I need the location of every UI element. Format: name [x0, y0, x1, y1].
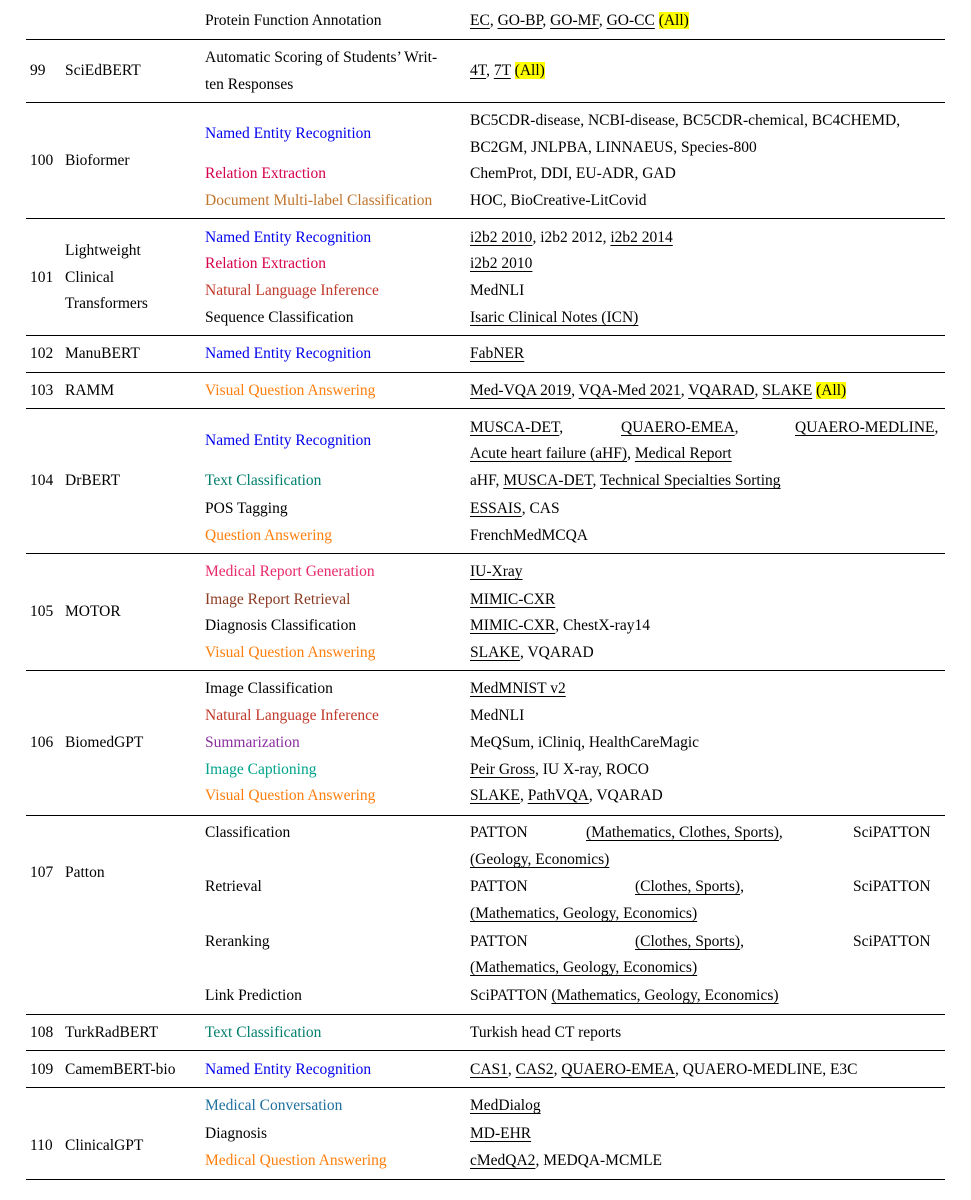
dataset-list — [470, 562, 523, 582]
dataset-list: Turkish head CT reports — [470, 1024, 622, 1041]
dataset-name: i2b2 2012 — [540, 229, 603, 246]
rule — [26, 1014, 945, 1015]
dataset-link[interactable]: EC — [470, 12, 490, 29]
dataset-list: (Clothes, Sports), — [635, 933, 744, 950]
task-label: Document Multi-label Classification — [205, 192, 433, 209]
dataset-list: aHF, MUSCA-DET, Technical Specialties Sorting — [470, 472, 781, 489]
model-name: BiomedGPT — [65, 734, 144, 751]
dataset-link[interactable]: GO-MF — [550, 12, 599, 29]
dataset-link[interactable]: SLAKE — [762, 382, 813, 399]
task-label: Image Classification — [205, 680, 333, 697]
dataset-list: Acute heart failure (aHF), Medical Report — [470, 445, 732, 462]
task-label: Named Entity Recognition — [205, 345, 372, 362]
all-badge: (All) — [658, 12, 689, 29]
task-label: Medical Report Generation — [205, 563, 375, 580]
task-label: Named Entity Recognition — [205, 432, 372, 449]
dataset-link[interactable]: Acute heart failure (aHF) — [470, 445, 628, 462]
dataset-link[interactable]: MedDialog — [470, 1097, 541, 1114]
dataset-link[interactable]: SLAKE — [470, 787, 520, 804]
dataset-link[interactable]: Medical Report — [634, 445, 732, 462]
dataset-name: PATTON — [470, 824, 528, 841]
model-name: MOTOR — [65, 603, 121, 620]
task-label: Named Entity Recognition — [205, 229, 372, 246]
dataset-list — [470, 904, 697, 924]
task-label: ten Responses — [205, 76, 294, 93]
row-number: 102 — [30, 345, 54, 362]
task-label: Relation Extraction — [205, 255, 326, 272]
dataset-list: BC5CDR-disease, NCBI-disease, BC5CDR-chemical, BC4CHEMD, — [470, 112, 901, 129]
dataset-list: MedNLI — [470, 282, 525, 299]
model-name: SciEdBERT — [65, 62, 141, 79]
dataset-name: PATTON — [470, 878, 528, 895]
rule — [26, 815, 945, 816]
dataset-list: FrenchMedMCQA — [470, 527, 588, 544]
dataset-link[interactable]: MUSCA-DET — [470, 419, 560, 436]
dataset-link[interactable]: MIMIC-CXR — [470, 617, 556, 634]
task-label: Visual Question Answering — [205, 787, 376, 804]
row-number: 103 — [30, 382, 54, 399]
dataset-link[interactable]: Isaric Clinical Notes (ICN) — [470, 309, 639, 326]
dataset-link[interactable]: (Clothes, Sports) — [635, 933, 741, 950]
dataset-name: SciPATTON — [853, 878, 931, 895]
task-label: Visual Question Answering — [205, 644, 376, 661]
dataset-link[interactable]: MUSCA-DET — [503, 472, 593, 489]
task-label: Natural Language Inference — [205, 282, 379, 299]
task-label: Summarization — [205, 734, 300, 751]
model-name: Patton — [65, 864, 105, 881]
dataset-name: aHF — [470, 472, 496, 489]
dataset-link[interactable]: cMedQA2 — [470, 1152, 536, 1169]
dataset-list: CAS1, CAS2, QUAERO-EMEA, QUAERO-MEDLINE, E3C — [470, 1061, 858, 1078]
dataset-list: MeQSum, iCliniq, HealthCareMagic — [470, 734, 700, 751]
dataset-list: QUAERO-EMEA, — [621, 419, 739, 436]
dataset-list: ESSAIS, CAS — [470, 500, 560, 517]
dataset-list: MUSCA-DET, — [470, 419, 564, 436]
dataset-name: PATTON — [470, 933, 528, 950]
dataset-name: SciPATTON — [853, 933, 931, 950]
dataset-link[interactable]: MedMNIST v2 — [470, 680, 566, 697]
dataset-list: BC2GM, JNLPBA, LINNAEUS, Species-800 — [470, 139, 757, 156]
rule — [26, 102, 945, 103]
rule — [26, 1179, 945, 1180]
dataset-link[interactable]: CAS2 — [515, 1061, 554, 1078]
task-label: Text Classification — [205, 472, 322, 489]
dataset-link[interactable]: QUAERO-EMEA — [561, 1061, 675, 1078]
dataset-link[interactable]: ESSAIS — [470, 500, 522, 517]
dataset-list — [470, 986, 779, 1006]
dataset-list: MIMIC-CXR, ChestX-ray14 — [470, 617, 650, 634]
task-label: Retrieval — [205, 878, 262, 895]
dataset-link[interactable]: FabNER — [470, 345, 525, 362]
rule — [26, 670, 945, 671]
dataset-name: QUAERO-MEDLINE, E3C — [682, 1061, 858, 1078]
dataset-link[interactable]: QUAERO-EMEA — [621, 419, 735, 436]
dataset-list — [470, 1124, 531, 1144]
task-label: Visual Question Answering — [205, 382, 376, 399]
task-label: Named Entity Recognition — [205, 1061, 372, 1078]
model-name: Bioformer — [65, 152, 130, 169]
dataset-link[interactable]: GO-CC — [606, 12, 655, 29]
dataset-list: 4T, 7T (All) — [470, 62, 545, 79]
model-name: ManuBERT — [65, 345, 140, 362]
task-label: Named Entity Recognition — [205, 125, 372, 142]
dataset-list — [470, 308, 638, 328]
row-number: 108 — [30, 1024, 54, 1041]
task-label: Text Classification — [205, 1024, 322, 1041]
dataset-list — [470, 590, 555, 610]
dataset-link[interactable]: (Mathematics, Geology, Economics) — [551, 987, 779, 1004]
rule — [26, 408, 945, 409]
dataset-list: EC, GO-BP, GO-MF, GO-CC (All) — [470, 12, 689, 29]
dataset-list: cMedQA2, MEDQA-MCMLE — [470, 1152, 663, 1169]
task-label: Protein Function Annotation — [205, 12, 382, 29]
dataset-list — [470, 958, 697, 978]
dataset-name: VQARAD — [527, 644, 594, 661]
dataset-link[interactable]: Med-VQA 2019 — [470, 382, 572, 399]
task-label: Diagnosis — [205, 1125, 267, 1142]
task-label: Image Report Retrieval — [205, 591, 351, 608]
dataset-list — [470, 254, 532, 274]
dataset-list — [470, 679, 566, 699]
rule — [26, 553, 945, 554]
dataset-link[interactable]: 4T — [470, 62, 487, 79]
dataset-list: i2b2 2010, i2b2 2012, i2b2 2014 — [470, 229, 673, 246]
dataset-list: Peir Gross, IU X-ray, ROCO — [470, 761, 649, 778]
task-label: Question Answering — [205, 527, 333, 544]
dataset-link[interactable]: CAS1 — [470, 1061, 508, 1078]
dataset-list: HOC, BioCreative-LitCovid — [470, 192, 647, 209]
task-label: Automatic Scoring of Students’ Writ- — [205, 49, 438, 66]
row-number: 107 — [30, 864, 54, 881]
task-label: Relation Extraction — [205, 165, 326, 182]
dataset-link[interactable]: IU-Xray — [470, 563, 523, 580]
task-label: Reranking — [205, 933, 270, 950]
model-name: Transformers — [65, 295, 148, 312]
dataset-link[interactable]: Technical Specialties Sorting — [599, 472, 781, 489]
row-number: 110 — [30, 1137, 53, 1154]
dataset-list: (Mathematics, Clothes, Sports), — [586, 824, 783, 841]
dataset-name: CAS — [529, 500, 560, 517]
task-label: Classification — [205, 824, 291, 841]
task-label: Medical Conversation — [205, 1097, 343, 1114]
row-number: 104 — [30, 472, 54, 489]
task-label: Image Captioning — [205, 761, 317, 778]
dataset-list: MedNLI — [470, 707, 525, 724]
dataset-link[interactable]: QUAERO-MEDLINE — [795, 419, 935, 436]
row-number: 99 — [30, 62, 46, 79]
dataset-list — [470, 1096, 541, 1116]
dataset-link[interactable]: GO-BP — [497, 12, 543, 29]
dataset-name: MEDQA-MCMLE — [543, 1152, 663, 1169]
dataset-link[interactable]: SLAKE — [470, 644, 520, 661]
dataset-link[interactable]: VQARAD — [688, 382, 755, 399]
dataset-name: SciPATTON — [470, 987, 548, 1004]
dataset-list: SLAKE, PathVQA, VQARAD — [470, 787, 663, 804]
dataset-list — [470, 344, 524, 364]
row-number: 100 — [30, 152, 54, 169]
all-badge: (All) — [514, 62, 545, 79]
rule — [26, 1050, 945, 1051]
dataset-list: Med-VQA 2019, VQA-Med 2021, VQARAD, SLAKE (All) — [470, 382, 847, 399]
dataset-link[interactable]: Peir Gross — [470, 761, 536, 778]
model-name: CamemBERT-bio — [65, 1061, 176, 1078]
dataset-list — [470, 850, 609, 870]
task-label: Medical Question Answering — [205, 1152, 387, 1169]
dataset-name: SciPATTON — [853, 824, 931, 841]
dataset-link[interactable]: VQA-Med 2021 — [578, 382, 681, 399]
model-name: Clinical — [65, 269, 115, 286]
dataset-link[interactable]: (Mathematics, Geology, Economics) — [470, 959, 698, 976]
dataset-link[interactable]: (Geology, Economics) — [470, 851, 610, 868]
model-name: ClinicalGPT — [65, 1137, 144, 1154]
task-label: Sequence Classification — [205, 309, 354, 326]
dataset-link[interactable]: (Mathematics, Clothes, Sports) — [586, 824, 779, 841]
dataset-link[interactable]: i2b2 2010 — [470, 229, 533, 246]
task-label: Link Prediction — [205, 987, 302, 1004]
row-number: 105 — [30, 603, 54, 620]
dataset-link[interactable]: i2b2 2010 — [470, 255, 533, 272]
dataset-name: ChestX-ray14 — [563, 617, 650, 634]
rule — [26, 39, 945, 40]
dataset-list: QUAERO-MEDLINE, — [795, 419, 939, 436]
row-number: 101 — [30, 269, 54, 286]
dataset-list: ChemProt, DDI, EU-ADR, GAD — [470, 165, 676, 182]
all-badge: (All) — [816, 382, 847, 399]
model-name: RAMM — [65, 382, 115, 399]
dataset-link[interactable]: (Mathematics, Geology, Economics) — [470, 905, 698, 922]
dataset-name: VQARAD — [596, 787, 663, 804]
dataset-link[interactable]: i2b2 2014 — [610, 229, 673, 246]
dataset-link[interactable]: MD-EHR — [470, 1125, 532, 1142]
model-name: Lightweight — [65, 242, 141, 259]
task-label: POS Tagging — [205, 500, 288, 517]
dataset-link[interactable]: MIMIC-CXR — [470, 591, 556, 608]
row-number: 106 — [30, 734, 54, 751]
dataset-link[interactable]: PathVQA — [527, 787, 589, 804]
dataset-name: IU X-ray, ROCO — [542, 761, 649, 778]
dataset-list: (Clothes, Sports), — [635, 878, 744, 895]
task-label: Diagnosis Classification — [205, 617, 357, 634]
rule — [26, 1087, 945, 1088]
rule — [26, 372, 945, 373]
task-label: Natural Language Inference — [205, 707, 379, 724]
model-name: TurkRadBERT — [65, 1024, 159, 1041]
model-name: DrBERT — [65, 472, 121, 489]
rule — [26, 218, 945, 219]
rule — [26, 335, 945, 336]
dataset-link[interactable]: (Clothes, Sports) — [635, 878, 741, 895]
dataset-list: SLAKE, VQARAD — [470, 644, 594, 661]
dataset-link[interactable]: 7T — [493, 62, 511, 79]
row-number: 109 — [30, 1061, 54, 1078]
